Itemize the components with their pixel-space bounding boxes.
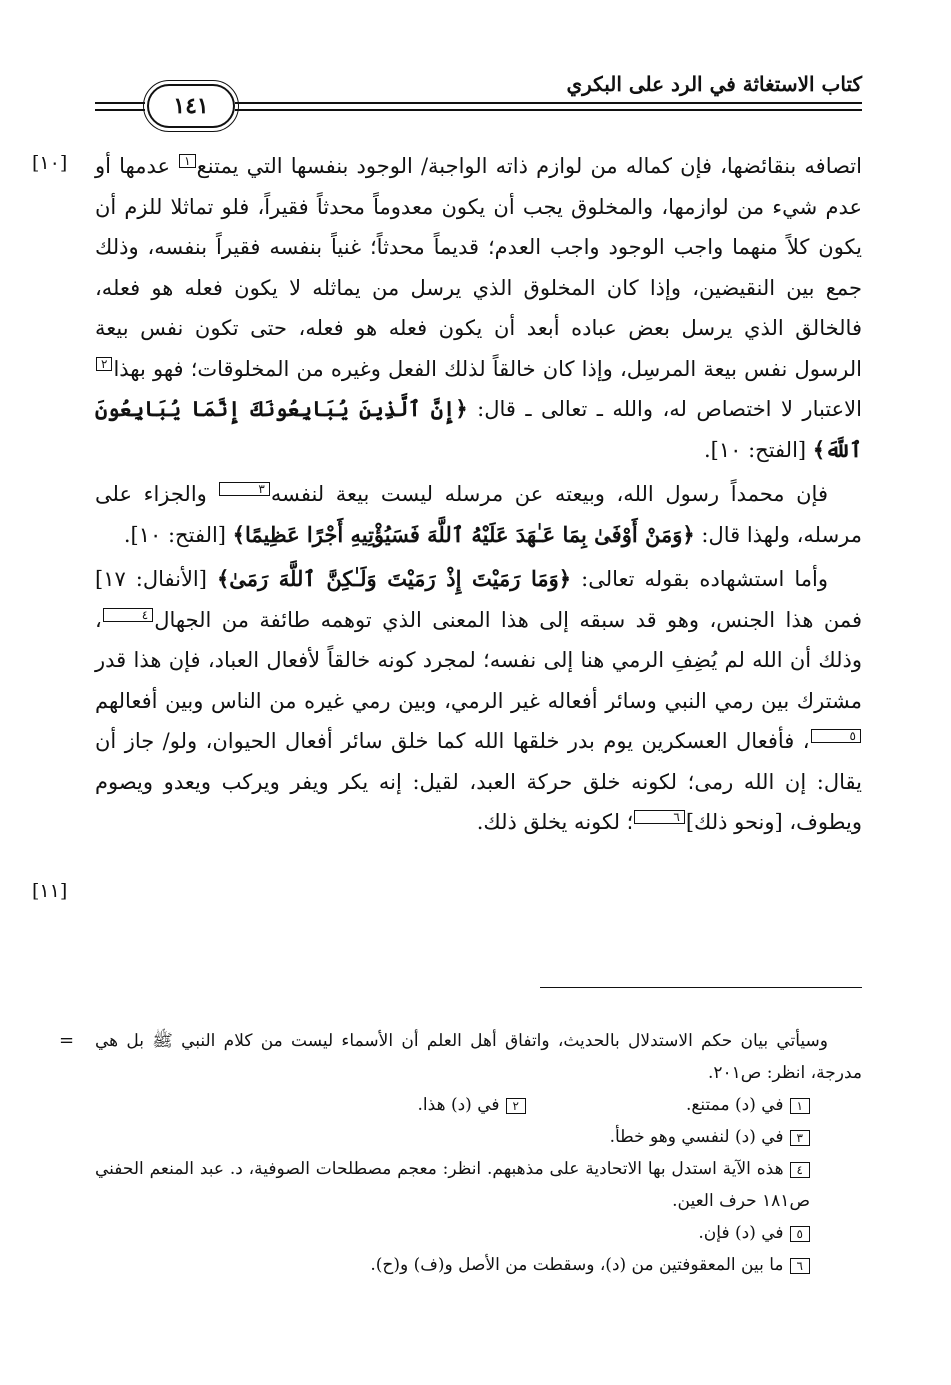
page-header	[95, 72, 862, 134]
footnote-ref-3[interactable]: ٣	[219, 482, 269, 496]
footnote-2-text: في (د) هذا.	[417, 1095, 500, 1115]
text-run: الاعتبار لا اختصاص له، والله ـ تعالى ـ قال:	[467, 397, 862, 421]
paragraph-2	[95, 474, 862, 555]
footnote-1-number: ١	[790, 1098, 810, 1114]
footnote-3	[95, 1121, 862, 1153]
paragraph-1	[95, 146, 862, 470]
spacer	[526, 1089, 686, 1121]
footnote-4	[95, 1153, 862, 1217]
text-run: ، وذلك أن الله لم يُضِفِ الرمي هنا إلى نفسه؛ لمجرد كونه خالقاً لأفعال العباد، فإن هذا قدر مشترك بين رمي النبي وسائر أفعاله غير الرمي، وبين رمي غيره من الناس وبين أفعالهم	[95, 607, 862, 713]
text-run: والجزاء على مرسله، ولهذا قال:	[95, 482, 862, 547]
footnote-4-text: هذه الآية استدل بها الاتحادية على مذهبهم. انظر: معجم مصطلحات الصوفية، د. عبد المنعم الحفني ص١٨١ حرف العين.	[95, 1159, 810, 1211]
footnote-6-text: ما بين المعقوفتين من (د)، وسقطت من الأصل و(ف) و(ح).	[370, 1255, 784, 1275]
footnote-separator	[540, 987, 862, 988]
footnote-6	[95, 1249, 862, 1281]
header-rule-left-bottom	[95, 109, 145, 111]
footnote-1-text: في (د) ممتنع.	[685, 1095, 784, 1115]
paragraph-3	[95, 559, 862, 843]
main-text	[95, 146, 862, 843]
footnote-row-1-2	[95, 1089, 862, 1121]
footnote-3-number: ٣	[790, 1130, 810, 1146]
header-rule-right-top	[235, 102, 862, 104]
footnote-ref-6[interactable]: ٦	[634, 810, 684, 824]
footnote-3-text: في (د) لنفسي وهو خطأ.	[609, 1127, 784, 1147]
text-run: وأما استشهاده بقوله تعالى:	[571, 567, 828, 591]
margin-ref-10: [١٠]	[32, 152, 68, 174]
quran-verse: ﴿وَمَا رَمَيْتَ إِذْ رَمَيْتَ وَلَـٰكِنَّ ٱللَّهَ رَمَىٰ﴾	[216, 566, 572, 591]
footnote-2-number: ٢	[506, 1098, 526, 1114]
footnote-ref-1[interactable]: ١	[179, 154, 195, 168]
footnote-ref-5[interactable]: ٥	[811, 729, 861, 743]
page-number: ١٤١	[173, 93, 209, 119]
quran-verse: ﴿إِنَّ ٱلَّذِينَ يُبَايِعُونَكَ إِنَّمَا يُبَايِعُونَ ٱللَّهَ﴾	[95, 396, 862, 462]
verse-reference: [الفتح: ١٠].	[703, 437, 813, 462]
footnote-ref-4[interactable]: ٤	[103, 608, 153, 622]
header-rule-left-top	[95, 102, 145, 104]
footnote-6-number: ٦	[790, 1258, 810, 1274]
text-run: ، فأفعال العسكرين يوم بدر خلقها الله كما خلق سائر أفعال الحيوان، ولو/ جاز أن يقال: إن الله رمى؛ لكونه خلق حركة العبد، لقيل: إنه يكر ويفر ويركب ويعدو ويصوم ويطوف، [ونحو ذلك]	[95, 729, 862, 834]
margin-ref-11: [١١]	[32, 880, 68, 902]
text-run: فإن محمداً رسول الله، وبيعته عن مرسله ليست بيعة لنفسه	[270, 482, 828, 506]
text-run: عدمها أو عدم شيء من لوازمها، والمخلوق يجب أن يكون معدوماً محدثاً فقيراً، فلو تماثلا للزم أن يكون كلاً منهما واجب الوجود واجب العدم؛ قديماً محدثاً؛ غنياً بنفسه فقيراً بنفسه، وذلك جمع بين النقيضين، وإذا كان المخلوق الذي يرسل من يماثله لا يكون فعله هو فعله، فالخالق الذي يرسل بعض عباده أبعد أن يكون فعله هو فعله، حتى تكون نفس بيعة الرسول نفس بيعة المرسِل، وإذا كان خالقاً لذلك الفعل وغيره من المخلوقات؛ فهو بهذا	[95, 154, 862, 381]
continuation-mark: =	[59, 1030, 75, 1051]
footnote-5	[95, 1217, 862, 1249]
text-run: [الأنفال: ١٧] فمن هذا الجنس، وهو قد سبقه إلى هذا المعنى الذي توهمه طائفة من الجهال	[95, 567, 862, 632]
footnote-1	[686, 1089, 810, 1121]
footnote-2	[418, 1089, 526, 1121]
book-title: كتاب الاستغاثة في الرد على البكري	[558, 72, 862, 96]
verse-reference: [الفتح: ١٠].	[123, 522, 233, 547]
footnotes	[59, 1025, 862, 1281]
footnote-ref-2[interactable]: ٢	[96, 357, 112, 371]
footnote-continuation: وسيأتي بيان حكم الاستدلال بالحديث، واتفاق أهل العلم أن الأسماء ليست من كلام النبي ﷺ بل هي مدرجة، انظر: ص٢٠١.	[95, 1031, 862, 1083]
text-run: ؛ لكونه يخلق ذلك.	[476, 810, 634, 834]
footnote-5-text: في (د) فإن.	[698, 1223, 784, 1243]
text-run: اتصافه بنقائضها، فإن كماله من لوازم ذاته الواجبة/ الوجود بنفسها التي يمتنع	[196, 154, 862, 178]
footnote-5-number: ٥	[790, 1226, 810, 1242]
quran-verse: ﴿وَمَنْ أَوْفَىٰ بِمَا عَـٰهَدَ عَلَيْهُ ٱللَّهَ فَسَيُؤْتِيهِ أَجْرًا عَظِيمًا﴾	[232, 521, 695, 547]
header-rule-right-bottom	[235, 109, 862, 111]
page-number-badge	[147, 84, 235, 128]
footnote-4-number: ٤	[790, 1162, 810, 1178]
